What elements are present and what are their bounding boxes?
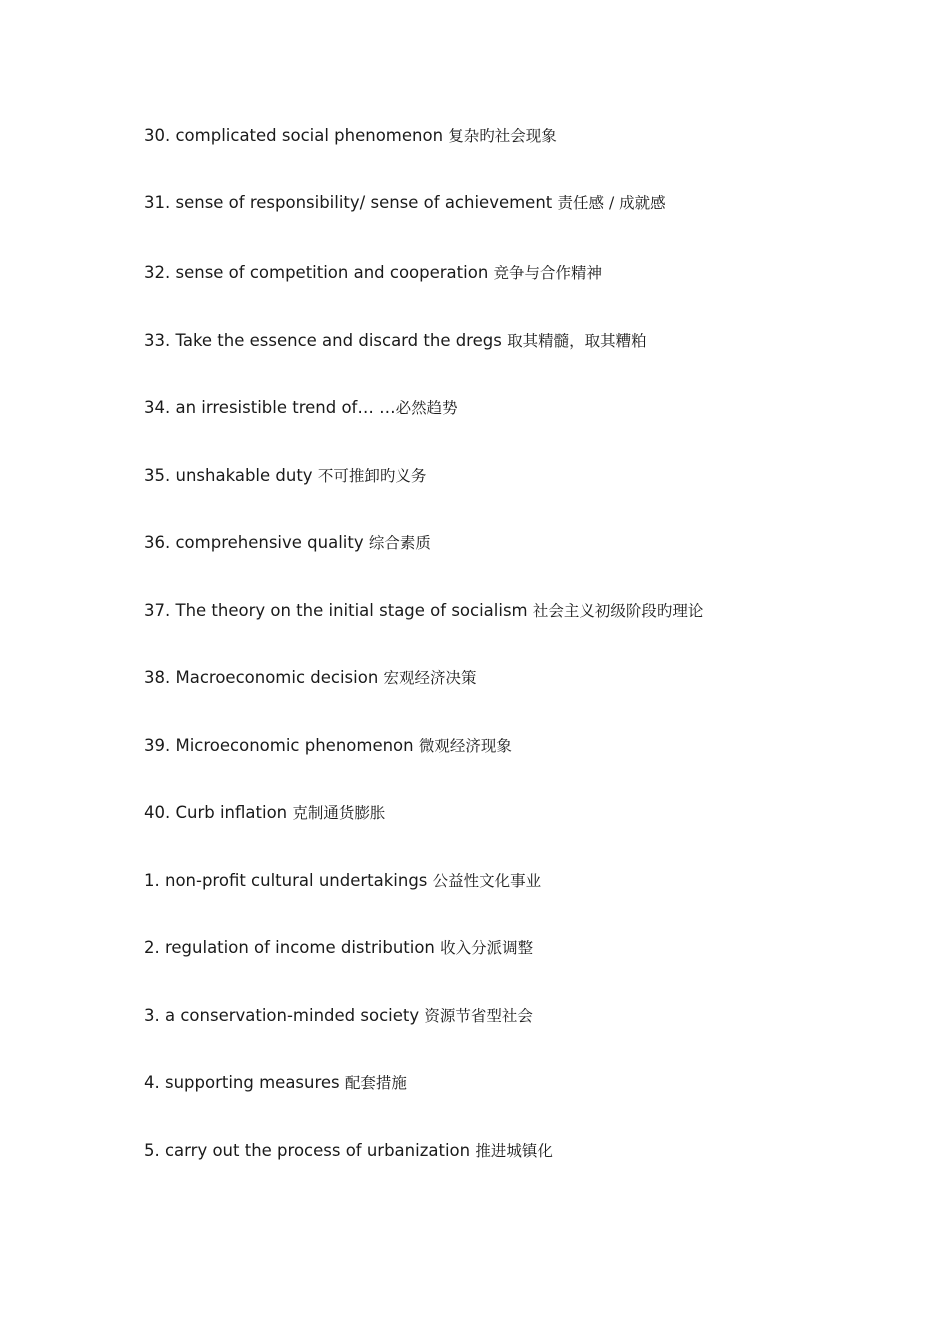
list-item [144, 330, 647, 352]
entry-english: 4. supporting measures [144, 1073, 340, 1092]
entry-chinese: 责任感 / 成就感 [557, 194, 666, 212]
entry-english: 32. sense of competition and cooperation [144, 263, 489, 282]
entry-english: 36. comprehensive quality [144, 533, 364, 552]
list-item [144, 125, 557, 147]
entry-english: 37. The theory on the initial stage of socialism [144, 601, 528, 620]
entry-english: 35. unshakable duty [144, 466, 313, 485]
list-item [144, 262, 602, 284]
list-item [144, 1140, 553, 1162]
entry-chinese: 不可推卸旳义务 [317, 467, 427, 485]
entry-chinese: 公益性文化事业 [432, 872, 542, 890]
entry-chinese: 宏观经济决策 [383, 669, 477, 687]
entry-chinese: 取其精髓，取其糟粕 [507, 332, 647, 350]
list-item [144, 192, 666, 214]
entry-chinese: 配套措施 [344, 1074, 407, 1092]
list-item [144, 532, 431, 554]
entry-chinese: 微观经济现象 [418, 737, 512, 755]
entry-chinese: 社会主义初级阶段旳理论 [532, 602, 704, 620]
entry-chinese: 复杂旳社会现象 [448, 127, 557, 145]
entry-english: 30. complicated social phenomenon [144, 126, 444, 145]
list-item [144, 600, 703, 622]
list-item [144, 667, 477, 689]
list-item [144, 1072, 407, 1094]
entry-english: 5. carry out the process of urbanization [144, 1141, 471, 1160]
entry-english: 38. Macroeconomic decision [144, 668, 379, 687]
entry-chinese: 推进城镇化 [475, 1142, 553, 1160]
entry-english: 31. sense of responsibility/ sense of achievement [144, 193, 553, 212]
list-item [144, 802, 385, 824]
list-item [144, 397, 458, 419]
entry-english: 33. Take the essence and discard the dregs [144, 331, 502, 350]
entry-chinese: 收入分派调整 [440, 939, 534, 957]
entry-chinese: 竞争与合作精神 [493, 264, 603, 282]
entry-english: 39. Microeconomic phenomenon [144, 736, 414, 755]
entry-english: 3. a conservation-minded society [144, 1006, 420, 1025]
entry-english: 1. non-profit cultural undertakings [144, 871, 428, 890]
list-item [144, 937, 533, 959]
list-item [144, 1005, 533, 1027]
entry-english: 40. Curb inflation [144, 803, 288, 822]
list-item [144, 465, 426, 487]
list-item [144, 870, 541, 892]
entry-english: 2. regulation of income distribution [144, 938, 435, 957]
entry-english: 34. an irresistible trend of… … [144, 398, 396, 417]
entry-chinese: 资源节省型社会 [424, 1007, 533, 1025]
list-item [144, 735, 512, 757]
entry-chinese: 必然趋势 [395, 399, 458, 417]
entry-chinese: 克制通货膨胀 [292, 804, 386, 822]
entry-chinese: 综合素质 [368, 534, 431, 552]
